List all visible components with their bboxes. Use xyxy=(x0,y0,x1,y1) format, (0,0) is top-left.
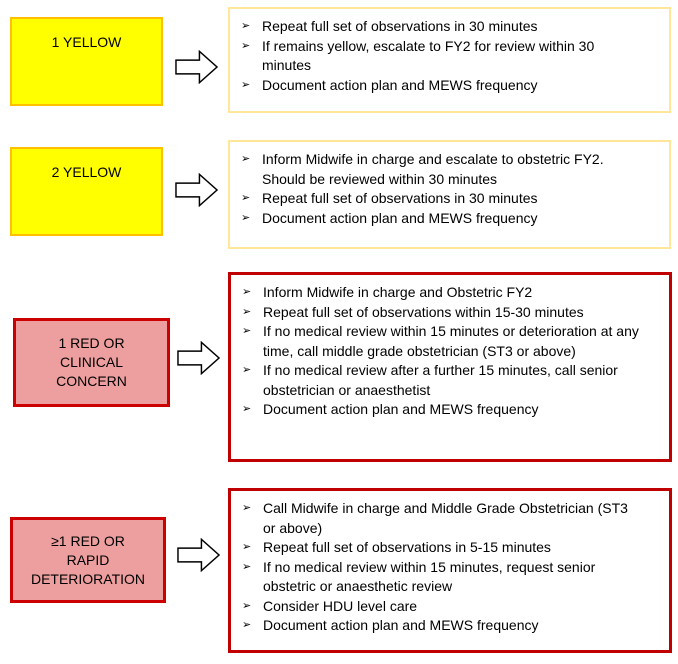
action-item xyxy=(231,400,639,420)
trigger-box-1-red-clinical-concern xyxy=(13,318,170,407)
arrowhead-bullet-icon: ➢ xyxy=(241,78,251,91)
action-text: If no medical review after a further 15 minutes, call senior obstetrician or anaesthetist xyxy=(263,362,618,398)
arrowhead-bullet-icon: ➢ xyxy=(242,364,252,376)
arrowhead-bullet-icon: ➢ xyxy=(241,153,251,165)
action-item xyxy=(231,283,639,303)
arrowhead-bullet-icon: ➢ xyxy=(241,39,251,52)
action-text: Inform Midwife in charge and Obstetric FY2 xyxy=(263,284,533,300)
arrowhead-bullet-icon: ➢ xyxy=(242,502,252,514)
action-text: Repeat full set of observations in 5-15 minutes xyxy=(263,539,551,555)
arrowhead-bullet-icon: ➢ xyxy=(241,20,251,32)
trigger-box-ge1-red-rapid-deterioration xyxy=(10,517,166,603)
trigger-label-line: 2 YELLOW xyxy=(51,164,122,180)
actions-list xyxy=(230,150,639,228)
action-item xyxy=(231,616,639,636)
arrowhead-bullet-icon: ➢ xyxy=(242,286,252,298)
action-text: Document action plan and MEWS frequency xyxy=(262,76,538,93)
trigger-label-line: 1 RED OR xyxy=(58,335,125,351)
action-text: Consider HDU level care xyxy=(263,597,418,614)
action-text: Document action plan and MEWS frequency xyxy=(263,617,539,633)
action-item xyxy=(230,150,639,189)
trigger-label-line: 1 YELLOW xyxy=(51,34,122,50)
action-item xyxy=(230,209,639,229)
arrowhead-bullet-icon: ➢ xyxy=(242,403,252,415)
flow-arrow-icon xyxy=(177,538,220,572)
action-text: Repeat full set of observations in 30 minutes xyxy=(262,18,538,34)
action-item xyxy=(231,499,639,538)
action-text: Document action plan and MEWS frequency xyxy=(262,209,538,226)
action-text: Document action plan and MEWS frequency xyxy=(263,401,539,417)
action-text: If no medical review within 15 minutes or deterioration at any time, call middle grade obstetrician (ST3 or above) xyxy=(263,323,639,359)
action-item xyxy=(231,558,639,597)
actions-list xyxy=(231,283,639,420)
actions-list xyxy=(231,499,639,636)
trigger-label xyxy=(16,334,167,391)
actions-box-ge1-red-rapid-deterioration xyxy=(228,488,672,653)
arrowhead-bullet-icon: ➢ xyxy=(242,560,252,573)
action-text: Repeat full set of observations in 30 minutes xyxy=(262,190,538,206)
arrowhead-bullet-icon: ➢ xyxy=(242,599,252,612)
trigger-label-line: CONCERN xyxy=(56,373,127,389)
trigger-label-line: DETERIORATION xyxy=(30,570,146,587)
action-text: Inform Midwife in charge and escalate to obstetric FY2. Should be reviewed within 30 minutes xyxy=(262,151,604,187)
arrowhead-bullet-icon: ➢ xyxy=(242,541,252,553)
action-item xyxy=(230,17,639,37)
action-text: If remains yellow, escalate to FY2 for review within 30 minutes xyxy=(262,37,595,73)
trigger-label-line: ≥1 RED OR xyxy=(51,532,125,549)
action-item xyxy=(231,538,639,558)
actions-box-2-yellow xyxy=(228,140,671,249)
flow-arrow-icon xyxy=(177,341,220,375)
arrowhead-bullet-icon: ➢ xyxy=(241,192,251,204)
arrowhead-bullet-icon: ➢ xyxy=(241,211,251,224)
trigger-label xyxy=(12,33,161,52)
action-item xyxy=(231,322,639,361)
trigger-label-line: CLINICAL xyxy=(59,354,124,370)
action-item xyxy=(230,76,639,96)
action-item xyxy=(231,303,639,323)
actions-box-1-yellow xyxy=(228,7,671,113)
arrowhead-bullet-icon: ➢ xyxy=(242,619,252,631)
arrowhead-bullet-icon: ➢ xyxy=(242,325,252,337)
trigger-label xyxy=(13,532,163,589)
arrowhead-bullet-icon: ➢ xyxy=(242,305,252,318)
action-text: Repeat full set of observations within 15-30 minutes xyxy=(263,303,584,320)
action-item xyxy=(231,597,639,617)
action-item xyxy=(230,37,639,76)
action-item xyxy=(231,361,639,400)
actions-box-1-red-clinical-concern xyxy=(228,272,672,462)
trigger-label xyxy=(12,163,161,182)
flow-arrow-icon xyxy=(175,173,218,207)
flow-arrow-icon xyxy=(175,50,218,84)
trigger-label-line: RAPID xyxy=(66,551,110,568)
trigger-box-1-yellow xyxy=(10,17,163,106)
action-item xyxy=(230,189,639,209)
trigger-box-2-yellow xyxy=(10,147,163,236)
action-text: Call Midwife in charge and Middle Grade Obstetrician (ST3 or above) xyxy=(263,500,628,536)
action-text: If no medical review within 15 minutes, request senior obstetric or anaesthetic review xyxy=(263,558,596,594)
actions-list xyxy=(230,17,639,95)
